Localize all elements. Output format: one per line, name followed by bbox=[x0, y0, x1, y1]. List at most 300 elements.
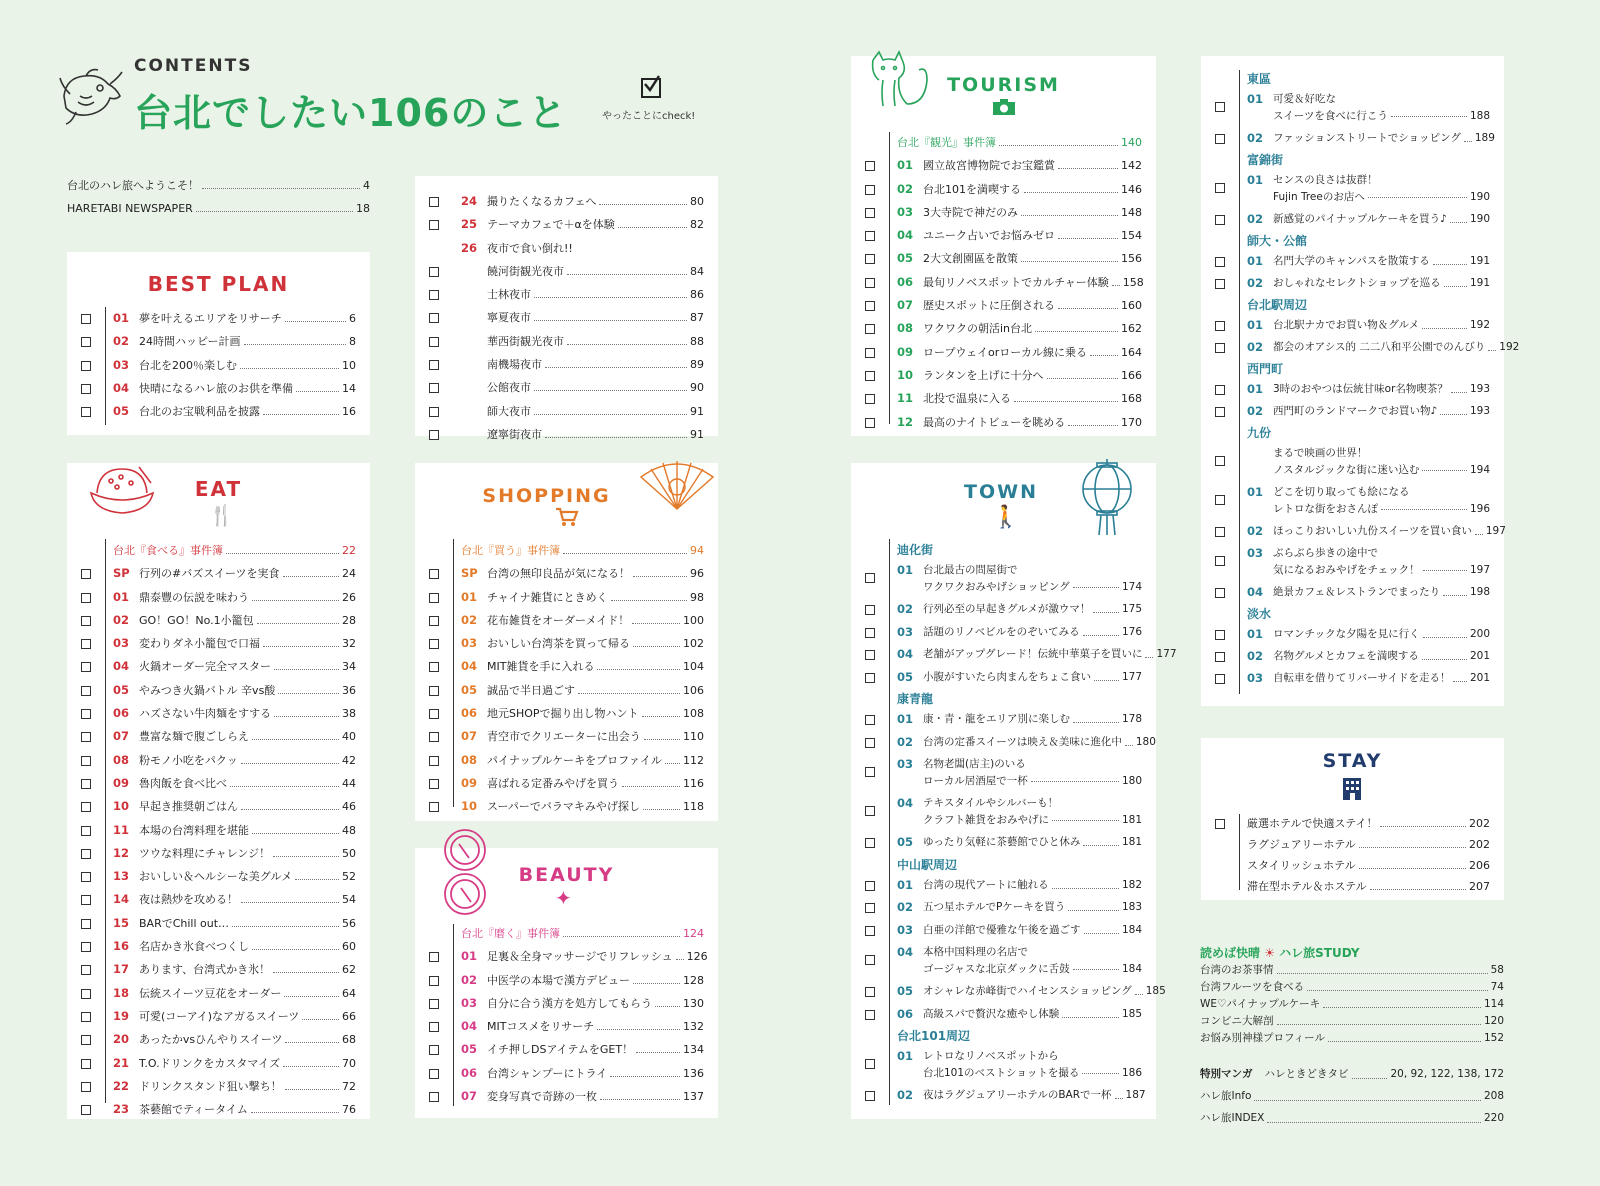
page-number: 207 bbox=[1469, 880, 1490, 893]
checkbox[interactable] bbox=[81, 709, 91, 719]
list-item[interactable] bbox=[1215, 645, 1490, 667]
list-item[interactable] bbox=[429, 969, 704, 992]
list-item[interactable] bbox=[81, 935, 356, 958]
checkbox[interactable] bbox=[865, 838, 875, 848]
list-item[interactable] bbox=[81, 307, 356, 330]
list-item[interactable] bbox=[865, 559, 1142, 598]
checkbox[interactable] bbox=[81, 756, 91, 766]
list-item[interactable] bbox=[429, 795, 704, 818]
list-item[interactable] bbox=[429, 772, 704, 795]
checkbox[interactable] bbox=[429, 1092, 439, 1102]
page-number: 86 bbox=[690, 288, 704, 302]
list-item[interactable] bbox=[81, 400, 356, 423]
list-item[interactable] bbox=[1215, 812, 1490, 833]
checkbox[interactable] bbox=[865, 1010, 875, 1020]
item-label: 可愛＆好吃な bbox=[1273, 93, 1336, 105]
list-item[interactable] bbox=[429, 562, 704, 585]
checkbox[interactable] bbox=[429, 569, 439, 579]
checkbox[interactable] bbox=[429, 1045, 439, 1055]
checkbox[interactable] bbox=[81, 849, 91, 859]
checkbox[interactable] bbox=[865, 1059, 875, 1069]
list-item[interactable] bbox=[865, 831, 1142, 854]
checkbox[interactable] bbox=[429, 337, 439, 347]
shopping-title: SHOPPING bbox=[482, 485, 611, 507]
item-number: 10 bbox=[897, 367, 914, 382]
list-item[interactable] bbox=[81, 655, 356, 678]
item-number: 01 bbox=[1247, 318, 1264, 332]
item-label: 茶藝館でティータイム bbox=[139, 1103, 248, 1117]
intro-item[interactable]: 台北のハレ旅へようこそ！ 4 bbox=[67, 174, 370, 197]
list-item[interactable] bbox=[429, 1062, 704, 1085]
list-item[interactable] bbox=[1215, 169, 1490, 208]
list-item[interactable] bbox=[81, 330, 356, 353]
checkbox[interactable] bbox=[81, 965, 91, 975]
list-item[interactable] bbox=[865, 178, 1142, 201]
checkbox[interactable] bbox=[1215, 456, 1225, 466]
list-item[interactable] bbox=[1215, 272, 1490, 294]
item-number: 08 bbox=[897, 321, 914, 336]
item-label: ラグジュアリーホテル bbox=[1247, 838, 1356, 851]
page-number: 32 bbox=[342, 637, 356, 651]
checkbox[interactable] bbox=[865, 738, 875, 748]
checkbox[interactable] bbox=[865, 231, 875, 241]
item-label: 快晴になるハレ旅のお供を準備 bbox=[139, 381, 293, 395]
list-item[interactable] bbox=[865, 387, 1142, 410]
checkbox[interactable] bbox=[429, 999, 439, 1009]
list-item[interactable] bbox=[81, 842, 356, 865]
list-item[interactable] bbox=[865, 201, 1142, 224]
list-item[interactable] bbox=[429, 260, 704, 283]
checkbox[interactable] bbox=[865, 926, 875, 936]
list-item[interactable] bbox=[429, 237, 704, 260]
list-item[interactable] bbox=[81, 772, 356, 795]
checkbox[interactable] bbox=[865, 650, 875, 660]
checkbox[interactable] bbox=[81, 802, 91, 812]
checkbox[interactable] bbox=[1215, 674, 1225, 684]
list-item[interactable] bbox=[429, 423, 704, 446]
item-label: 喜ばれる定番みやげを買う bbox=[487, 776, 619, 790]
list-item[interactable] bbox=[429, 992, 704, 1015]
list-item[interactable] bbox=[81, 586, 356, 609]
checkbox[interactable] bbox=[81, 779, 91, 789]
list-item[interactable] bbox=[865, 708, 1142, 731]
page-number: 96 bbox=[690, 567, 704, 581]
list-item[interactable] bbox=[865, 792, 1142, 831]
section-header-label: 台北『買う』事件簿 bbox=[461, 544, 560, 557]
checkbox[interactable] bbox=[429, 383, 439, 393]
list-item[interactable] bbox=[429, 702, 704, 725]
beauty-panel bbox=[415, 848, 718, 1118]
page-number: 132 bbox=[683, 1020, 704, 1034]
study-subtitle: ハレ旅STUDY bbox=[1279, 946, 1360, 960]
best-plan-panel bbox=[67, 252, 370, 435]
list-item[interactable] bbox=[1215, 88, 1490, 127]
checkbox[interactable] bbox=[1215, 102, 1225, 112]
checkbox[interactable] bbox=[81, 872, 91, 882]
checkbox[interactable] bbox=[1215, 407, 1225, 417]
checkbox[interactable] bbox=[865, 301, 875, 311]
item-label: WE♡パイナップルケーキ bbox=[1200, 998, 1321, 1010]
list-item[interactable] bbox=[81, 609, 356, 632]
list-item[interactable] bbox=[429, 1038, 704, 1061]
list-item[interactable] bbox=[1215, 581, 1490, 603]
list-item[interactable] bbox=[81, 377, 356, 400]
item-number: SP bbox=[113, 566, 130, 581]
intro-item[interactable]: HARETABI NEWSPAPER 18 bbox=[67, 197, 370, 220]
list-item[interactable] bbox=[865, 980, 1166, 1003]
fork-knife-icon: 🍴 bbox=[209, 503, 234, 527]
item-number: 06 bbox=[461, 1065, 478, 1080]
checkbox[interactable] bbox=[429, 407, 439, 417]
checkbox[interactable] bbox=[865, 208, 875, 218]
list-item[interactable] bbox=[429, 400, 704, 423]
checkbox[interactable] bbox=[81, 616, 91, 626]
item-number: 02 bbox=[113, 334, 130, 349]
list-item[interactable] bbox=[865, 411, 1142, 434]
page-number: 134 bbox=[683, 1043, 704, 1057]
checkbox[interactable] bbox=[1215, 215, 1225, 225]
checkbox[interactable] bbox=[865, 955, 875, 965]
list-item[interactable] bbox=[865, 271, 1142, 294]
checkbox[interactable] bbox=[429, 732, 439, 742]
checkbox[interactable] bbox=[865, 605, 875, 615]
checkbox[interactable] bbox=[81, 407, 91, 417]
item-label: BARでChill out… bbox=[139, 916, 230, 930]
list-item[interactable] bbox=[865, 753, 1142, 792]
list-item[interactable] bbox=[429, 749, 704, 772]
checkbox[interactable] bbox=[81, 895, 91, 905]
checkbox[interactable] bbox=[429, 709, 439, 719]
list-item[interactable] bbox=[1215, 250, 1490, 272]
list-item[interactable] bbox=[429, 1015, 704, 1038]
checkbox[interactable] bbox=[429, 290, 439, 300]
checkbox[interactable] bbox=[1215, 183, 1225, 193]
list-item[interactable] bbox=[865, 1084, 1146, 1107]
item-label: 台湾フルーツを食べる bbox=[1200, 981, 1305, 993]
checkbox[interactable] bbox=[1215, 343, 1225, 353]
checkbox[interactable] bbox=[1215, 556, 1225, 566]
list-item[interactable] bbox=[865, 874, 1142, 897]
page-number: 62 bbox=[342, 963, 356, 977]
section-header-row[interactable] bbox=[429, 539, 704, 562]
item-number: 05 bbox=[113, 682, 130, 697]
list-item[interactable] bbox=[81, 958, 356, 981]
checkbox[interactable] bbox=[81, 826, 91, 836]
page-number: 44 bbox=[342, 776, 356, 790]
item-label-line2: クラフト雑貨をおみやげに bbox=[923, 814, 1049, 826]
checkbox[interactable] bbox=[1215, 819, 1225, 829]
checkbox[interactable] bbox=[865, 1091, 875, 1101]
list-item[interactable] bbox=[429, 725, 704, 748]
list-item[interactable] bbox=[865, 1045, 1142, 1084]
page-number: 197 bbox=[1485, 525, 1506, 537]
item-label: 夢を叶えるエリアをリサーチ bbox=[139, 312, 282, 325]
page-number: 22 bbox=[342, 544, 356, 557]
checkbox[interactable] bbox=[865, 254, 875, 264]
item-label: 台北を200％楽しむ bbox=[139, 358, 237, 372]
page-number: 14 bbox=[342, 381, 356, 395]
checkbox[interactable] bbox=[1215, 630, 1225, 640]
checkbox[interactable] bbox=[81, 593, 91, 603]
list-item[interactable] bbox=[81, 354, 356, 377]
list-item[interactable] bbox=[865, 341, 1142, 364]
list-item[interactable] bbox=[81, 679, 356, 702]
checkbox[interactable] bbox=[81, 1035, 91, 1045]
list-item[interactable] bbox=[81, 1005, 356, 1028]
list-item[interactable] bbox=[1215, 314, 1490, 336]
list-item[interactable] bbox=[865, 247, 1142, 270]
list-item[interactable] bbox=[1215, 378, 1490, 400]
item-number: 05 bbox=[897, 669, 914, 684]
list-item[interactable] bbox=[1215, 208, 1490, 230]
checkbox[interactable] bbox=[81, 1012, 91, 1022]
list-item[interactable] bbox=[429, 655, 704, 678]
checkbox[interactable] bbox=[1215, 495, 1225, 505]
checkbox[interactable] bbox=[429, 802, 439, 812]
checkbox[interactable] bbox=[865, 348, 875, 358]
checkbox[interactable] bbox=[1215, 279, 1225, 289]
checkbox[interactable] bbox=[429, 779, 439, 789]
item-label: 師大夜市 bbox=[487, 404, 531, 418]
item-label: 台湾シャンプーにトライ bbox=[487, 1066, 608, 1080]
checkbox[interactable] bbox=[429, 686, 439, 696]
list-item[interactable] bbox=[865, 643, 1177, 666]
checkbox[interactable] bbox=[429, 267, 439, 277]
list-item[interactable] bbox=[81, 795, 356, 818]
checkbox[interactable] bbox=[429, 593, 439, 603]
checkbox[interactable] bbox=[865, 418, 875, 428]
list-item[interactable] bbox=[1215, 623, 1490, 645]
list-item[interactable] bbox=[81, 865, 356, 888]
page-number: 16 bbox=[342, 405, 356, 419]
checkbox[interactable] bbox=[429, 756, 439, 766]
list-item[interactable] bbox=[429, 213, 704, 236]
section-header-row[interactable] bbox=[429, 922, 704, 945]
checkbox[interactable] bbox=[429, 952, 439, 962]
checkbox[interactable] bbox=[81, 732, 91, 742]
checkbox[interactable] bbox=[429, 1022, 439, 1032]
list-item[interactable] bbox=[865, 598, 1142, 621]
checkbox[interactable] bbox=[81, 686, 91, 696]
extra-item[interactable] bbox=[1200, 1107, 1504, 1129]
list-item[interactable] bbox=[865, 1003, 1142, 1026]
checkbox[interactable] bbox=[865, 715, 875, 725]
item-number: 01 bbox=[1247, 92, 1264, 106]
item-label: 西門町のランドマークでお買い物♪ bbox=[1273, 405, 1438, 417]
area-heading bbox=[1215, 603, 1490, 623]
page-number: 180 bbox=[1121, 775, 1142, 787]
checkbox[interactable] bbox=[865, 371, 875, 381]
checkbox[interactable] bbox=[865, 394, 875, 404]
checkbox[interactable] bbox=[81, 314, 91, 324]
item-label: 名門大学のキャンパスを散策する bbox=[1273, 255, 1430, 267]
study-item[interactable] bbox=[1200, 1030, 1504, 1047]
list-item[interactable] bbox=[865, 317, 1142, 340]
study-title: 読めば快晴 bbox=[1200, 946, 1261, 960]
list-item[interactable] bbox=[429, 586, 704, 609]
checkbox[interactable] bbox=[1215, 257, 1225, 267]
page-number: 50 bbox=[342, 846, 356, 860]
checkbox[interactable] bbox=[865, 881, 875, 891]
list-item[interactable] bbox=[865, 666, 1142, 689]
checkbox[interactable] bbox=[429, 313, 439, 323]
list-item[interactable] bbox=[81, 888, 356, 911]
item-label: 自分に合う漢方を処方してもらう bbox=[487, 996, 652, 1010]
intro-list bbox=[67, 174, 370, 221]
checkbox[interactable] bbox=[1215, 385, 1225, 395]
study-item[interactable] bbox=[1200, 962, 1504, 979]
list-item[interactable] bbox=[865, 896, 1142, 919]
checkbox[interactable] bbox=[1215, 652, 1225, 662]
list-item[interactable] bbox=[1215, 400, 1490, 422]
item-number: 02 bbox=[1247, 212, 1264, 226]
list-item[interactable] bbox=[865, 154, 1142, 177]
checkbox[interactable] bbox=[429, 639, 439, 649]
checkbox[interactable] bbox=[865, 903, 875, 913]
item-label: 特別マンガ bbox=[1200, 1068, 1253, 1080]
list-item[interactable] bbox=[81, 982, 356, 1005]
list-item[interactable] bbox=[81, 1075, 356, 1098]
list-item[interactable] bbox=[81, 725, 356, 748]
extra-item[interactable] bbox=[1200, 1063, 1504, 1085]
list-item[interactable] bbox=[429, 609, 704, 632]
item-number: 03 bbox=[461, 636, 478, 651]
study-item[interactable] bbox=[1200, 1013, 1504, 1030]
checkbox[interactable] bbox=[429, 360, 439, 370]
list-item[interactable] bbox=[1215, 336, 1520, 358]
checkbox[interactable] bbox=[81, 919, 91, 929]
list-item[interactable] bbox=[81, 1098, 356, 1121]
page-number: 180 bbox=[1135, 735, 1156, 748]
checkbox[interactable] bbox=[429, 1069, 439, 1079]
item-label: ゆったり気軽に茶藝館でひと休み bbox=[923, 836, 1081, 848]
list-item[interactable] bbox=[1215, 667, 1490, 689]
checkbox[interactable] bbox=[429, 430, 439, 440]
checkbox[interactable] bbox=[81, 662, 91, 672]
checkbox[interactable] bbox=[81, 639, 91, 649]
checkbox[interactable] bbox=[865, 628, 875, 638]
list-item[interactable] bbox=[429, 632, 704, 655]
list-item[interactable] bbox=[1215, 833, 1490, 854]
list-item[interactable] bbox=[865, 224, 1142, 247]
list-item[interactable] bbox=[1215, 854, 1490, 875]
list-item[interactable] bbox=[865, 621, 1142, 644]
contents-label: CONTENTS bbox=[134, 56, 253, 76]
page-number: 201 bbox=[1469, 672, 1490, 684]
list-item[interactable] bbox=[81, 702, 356, 725]
study-item[interactable] bbox=[1200, 996, 1504, 1013]
list-item[interactable] bbox=[429, 679, 704, 702]
study-item[interactable] bbox=[1200, 979, 1504, 996]
list-item[interactable] bbox=[1215, 481, 1490, 520]
list-item[interactable] bbox=[429, 283, 704, 306]
extra-item[interactable] bbox=[1200, 1085, 1504, 1107]
hotel-building-icon bbox=[1342, 776, 1362, 804]
list-item[interactable] bbox=[1215, 127, 1495, 149]
page-number: 70 bbox=[342, 1056, 356, 1070]
checkbox[interactable] bbox=[429, 662, 439, 672]
list-item[interactable] bbox=[81, 749, 356, 772]
item-number: 07 bbox=[461, 729, 478, 744]
list-item[interactable] bbox=[1215, 875, 1490, 896]
page-number: 80 bbox=[690, 195, 704, 208]
page-number: 87 bbox=[690, 311, 704, 325]
checkbox[interactable] bbox=[865, 324, 875, 334]
checkbox[interactable] bbox=[865, 185, 875, 195]
checkbox[interactable] bbox=[81, 569, 91, 579]
checkbox[interactable] bbox=[81, 384, 91, 394]
checkbox[interactable] bbox=[1215, 321, 1225, 331]
list-item[interactable] bbox=[81, 562, 356, 585]
page-number: 162 bbox=[1121, 322, 1142, 336]
item-label: 小腹がすいたら肉まんをちょこ食い bbox=[923, 670, 1091, 683]
item-number: 05 bbox=[461, 682, 478, 697]
list-item[interactable] bbox=[429, 1085, 704, 1108]
checkbox[interactable] bbox=[1215, 527, 1225, 537]
list-item[interactable] bbox=[81, 632, 356, 655]
checkbox[interactable] bbox=[429, 220, 439, 230]
section-header-row[interactable] bbox=[81, 539, 356, 562]
list-item[interactable] bbox=[429, 330, 704, 353]
list-item[interactable] bbox=[865, 364, 1142, 387]
list-item[interactable] bbox=[1215, 442, 1490, 481]
checkbox[interactable] bbox=[865, 161, 875, 171]
list-item[interactable] bbox=[429, 945, 708, 968]
item-label: 國立故宮博物院でお宝鑑賞 bbox=[923, 159, 1055, 173]
page-number: 40 bbox=[342, 730, 356, 744]
page-number: 181 bbox=[1121, 814, 1142, 826]
checkbox[interactable] bbox=[865, 573, 875, 583]
checkbox[interactable] bbox=[81, 1059, 91, 1069]
checkbox[interactable] bbox=[865, 278, 875, 288]
list-item[interactable] bbox=[81, 1028, 356, 1051]
checkbox[interactable] bbox=[81, 1105, 91, 1115]
section-header-row[interactable] bbox=[865, 131, 1142, 154]
checkbox[interactable] bbox=[429, 616, 439, 626]
list-item[interactable] bbox=[429, 376, 704, 399]
list-item[interactable] bbox=[81, 912, 356, 935]
list-item[interactable] bbox=[865, 919, 1142, 942]
list-item[interactable] bbox=[429, 306, 704, 329]
checkbox[interactable] bbox=[865, 673, 875, 683]
item-number: 03 bbox=[113, 636, 130, 651]
checkbox[interactable] bbox=[81, 942, 91, 952]
checkbox[interactable] bbox=[81, 1082, 91, 1092]
list-item[interactable] bbox=[1215, 542, 1490, 581]
list-item[interactable] bbox=[81, 819, 356, 842]
list-item[interactable] bbox=[1215, 520, 1506, 542]
list-item[interactable] bbox=[865, 294, 1142, 317]
checkbox[interactable] bbox=[1215, 134, 1225, 144]
list-item[interactable] bbox=[81, 1052, 356, 1075]
checkbox[interactable] bbox=[1215, 588, 1225, 598]
checkbox[interactable] bbox=[865, 987, 875, 997]
page-number: 130 bbox=[683, 996, 704, 1010]
list-item[interactable] bbox=[429, 353, 704, 376]
checkbox[interactable] bbox=[429, 197, 439, 207]
area-heading bbox=[1215, 149, 1490, 169]
checkbox[interactable] bbox=[81, 989, 91, 999]
item-number: 04 bbox=[897, 228, 914, 243]
checkbox[interactable] bbox=[81, 337, 91, 347]
list-item[interactable] bbox=[865, 941, 1142, 980]
checkbox[interactable] bbox=[429, 976, 439, 986]
checkbox[interactable] bbox=[865, 806, 875, 816]
checkbox[interactable] bbox=[865, 767, 875, 777]
list-item[interactable] bbox=[865, 731, 1156, 754]
checkbox[interactable] bbox=[81, 361, 91, 371]
list-item[interactable] bbox=[429, 190, 704, 213]
